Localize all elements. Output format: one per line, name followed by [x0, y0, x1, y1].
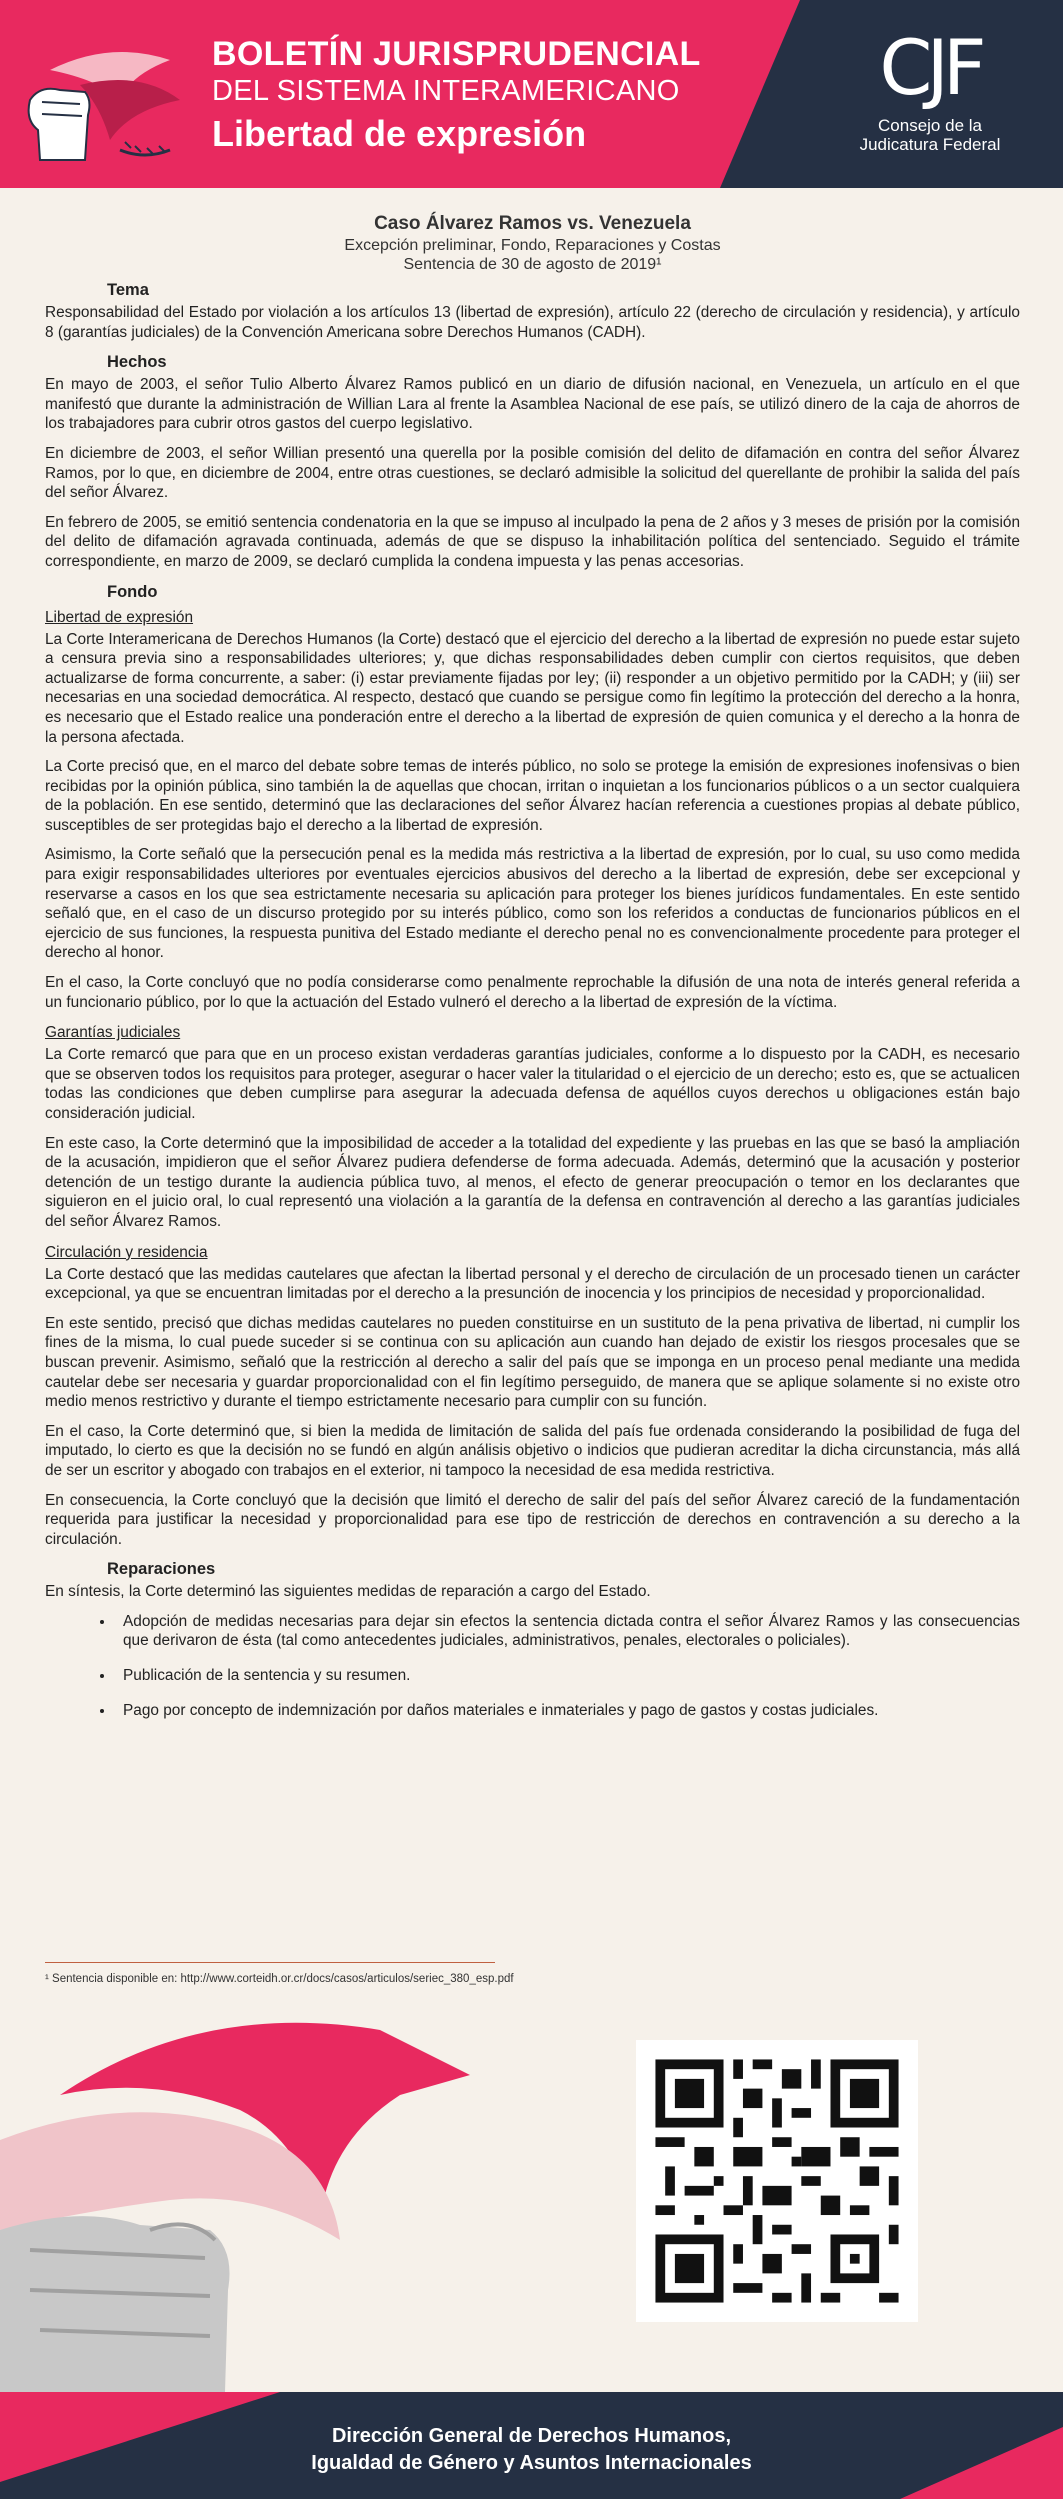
bulletin-title: BOLETÍN JURISPRUDENCIAL [212, 35, 701, 73]
fondo-paragraph: La Corte remarcó que para que en un proceso existan verdaderas garantías judiciales, conforme a lo dispuesto por la CADH, es necesario que se observen todos los requisitos para proteger, asegurar o hacer valer la titularidad o el ejercicio de un derecho; esto es, que se actualicen todas las condiciones que deben cumplirse para asegurar la adecuada defensa de aquéllos cuyos derechos u obligaciones están bajo consideración judicial. [45, 1046, 1020, 1122]
fondo-paragraph: En este sentido, precisó que dichas medidas cautelares no pueden constituirse en un sustituto de la pena privativa de libertad, ni cumplir los fines de la misma, lo cual puede suceder si se continua con su aplicación aun cuando han dejado de existir los riesgos procesales que se buscan prevenir. Asimismo, señaló que la restricción al derecho a salir del país que se imponga en un proceso penal mediante una medida cautelar debe ser necesaria y guardar proporcionalidad con el fin legítimo perseguido, de manera que se aplique solamente si no existe otro medio menos restrictivo y durante el tiempo estrictamente necesario para cumplir con su función. [45, 1314, 1020, 1411]
footnote-divider [45, 1962, 495, 1963]
raised-fist-dove-icon [10, 30, 210, 180]
bulletin-subtitle: DEL SISTEMA INTERAMERICANO [212, 75, 680, 107]
footnote: ¹ Sentencia disponible en: http://www.corteidh.or.cr/docs/casos/articulos/seriec_380_esp.pdf [45, 1973, 514, 1985]
section-heading-tema: Tema [107, 281, 149, 299]
fondo-paragraph: La Corte Interamericana de Derechos Humanos (la Corte) destacó que el ejercicio del derecho a la libertad de expresión no puede estar sujeto a censura previa sino a responsabilidades ulteriores; y, que dichas responsabilidades deben cumplir con ciertos requisitos, que deben actualizarse de forma concurrente, a saber: (i) estar previamente fijadas por ley; (ii) responder a un objetivo permitido por la CADH; y (iii) ser necesarias en una sociedad democrática. Al respecto, destacó que cuando se persigue como fin legítimo la protección del derecho a la honra, es necesario que el Estado realice una ponderación entre el derecho a la libertad de expresión de quien comunica y el derecho a la honra de la persona afectada. [45, 630, 1020, 746]
list-item: • Adopción de medidas necesarias para dejar sin efectos la sentencia dictada contra el señor Álvarez Ramos y las consecuencias que derivaron de ésta (tal como antecedentes judiciales, administrativos, penales, electorales o policiales). [115, 1612, 1020, 1651]
bottom-fist-dove-illustration [0, 2000, 600, 2392]
list-item: • Pago por concepto de indemnización por daños materiales e inmateriales y pago de gastos y costas judiciales. [115, 1701, 1020, 1721]
footer-line1: Dirección General de Derechos Humanos, [331, 2425, 732, 2447]
header-title-block [212, 34, 701, 160]
reparaciones-intro: En síntesis, la Corte determinó las siguientes medidas de reparación a cargo del Estado. [45, 1583, 651, 1601]
fondo-paragraph: La Corte precisó que, en el marco del debate sobre temas de interés público, no solo se protege la emisión de expresiones inofensivas o bien recibidas por la opinión pública, sino también la de aquellas que chocan, irritan o inquietan a los funcionarios públicos o a un sector cualquiera de la población. En ese sentido, determinó que las declaraciones del señor Álvarez hacían referencia a cuestiones propias al debate público, susceptibles de ser protegidas bajo el derecho a la libertad de expresión. [45, 758, 1020, 834]
header-banner [0, 0, 1063, 188]
section-heading-hechos: Hechos [107, 353, 167, 372]
reparaciones-list [45, 1612, 1020, 1720]
fondo-paragraph: En el caso, la Corte concluyó que no podía considerarse como penalmente reprochable la difusión de una nota de interés general referida a un funcionario público, por lo que la actuación del Estado vulneró el derecho a la libertad de expresión de la víctima. [45, 974, 1020, 1011]
section-heading-fondo: Fondo [107, 582, 158, 601]
hechos-paragraph: En febrero de 2005, se emitió sentencia condenatoria en la que se impuso al inculpado la pena de 2 años y 3 meses de prisión por la comisión del delito de difamación agravada continuada, además de que se dispuso la inhabilitación política del sentenciado. Seguido el trámite correspondiente, en marzo de 2009, se declaró cumplida la condena impuesta y las penas accesorias. [45, 513, 1020, 570]
org-name-line2: Judicatura Federal [859, 135, 1001, 154]
tema-text: Responsabilidad del Estado por violación a los artículos 13 (libertad de expresión), artículo 22 (derecho de circulación y residencia), y artículo 8 (garantías judiciales) de la Convención Americana sobre Derechos Humanos (CADH). [45, 304, 1020, 341]
footer-text [0, 2423, 1063, 2477]
org-name-line1: Consejo de la [878, 116, 982, 135]
bulletin-topic: Libertad de expresión [212, 113, 587, 154]
fondo-paragraph: En el caso, la Corte determinó que, si bien la medida de limitación de salida del país fue ordenada considerando la posibilidad de fuga del imputado, lo cierto es que la decisión no se fundó en algún análisis objetivo o indicios que pudieran acreditar la dicha circunstancia, más allá de ser un escritor y abogado con trabajos en el exterior, ni tampoco la necesidad de esa medida restrictiva. [45, 1422, 1020, 1479]
qr-code[interactable] [636, 2040, 918, 2322]
cjf-logo [830, 20, 1030, 170]
hechos-paragraph: En diciembre de 2003, el señor Willian presentó una querella por la posible comisión del delito de difamación en contra del señor Álvarez Ramos, por lo que, en diciembre de 2004, entre otras cuestiones, se declaró admisible la solicitud del querellante de prohibir la salida del país del señor Álvarez. [45, 444, 1020, 502]
bulletin-content [45, 212, 1020, 1735]
footer-line2: Igualdad de Género y Asuntos Internacionales [311, 2452, 752, 2474]
subheading-garantias: Garantías judiciales [45, 1024, 181, 1042]
section-heading-reparaciones: Reparaciones [107, 1560, 216, 1579]
fondo-paragraph: Asimismo, la Corte señaló que la persecución penal es la medida más restrictiva a la libertad de expresión, por lo cual, su uso como medida para exigir responsabilidades ulteriores por eventuales ejercicios abusivos del derecho a la libertad de expresión, debe ser excepcional y reservarse a casos en los que sea estrictamente necesaria su aplicación para proteger los bienes jurídicos fundamentales. En este sentido señaló que, en el caso de un discurso protegido por su interés público, como son los referidos a conductas de funcionarios públicos en el ejercicio de sus funciones, la respuesta punitiva del Estado mediante el derecho penal no es convencionalmente procedente para proteger el derecho al honor. [45, 846, 1020, 962]
cjf-logo-mark: CJF [879, 23, 981, 112]
case-date: Sentencia de 30 de agosto de 2019¹ [403, 256, 662, 273]
fondo-paragraph: En este caso, la Corte determinó que la imposibilidad de acceder a la totalidad del expediente y las pruebas en las que se basó la ampliación de la acusación, impidieron que el señor Álvarez pudiera defenderse de forma adecuada. Además, determinó que la acusación y posterior detención de un testigo durante la audiencia pública tuvo, al menos, el efecto de generar preocupación o temor en los declarantes que siguieron en el juicio oral, lo cual representó una violación a la garantía de la defensa en contravención al derecho a las garantías judiciales del señor Álvarez Ramos. [45, 1134, 1020, 1230]
fondo-paragraph: En consecuencia, la Corte concluyó que la decisión que limitó el derecho de salir del país del señor Álvarez careció de la fundamentación requerida para justificar la necesidad y proporcionalidad para ese tipo de restricción de derechos en contravención a su derecho a la circulación. [45, 1491, 1020, 1548]
footer-banner [0, 2392, 1063, 2499]
subheading-circulacion: Circulación y residencia [45, 1243, 208, 1261]
hechos-paragraph: En mayo de 2003, el señor Tulio Alberto Álvarez Ramos publicó en un diario de difusión nacional, en Venezuela, un artículo en el que manifestó que durante la administración de Willian Lara al frente la Asamblea Nacional de ese país, se utilizó dinero de la caja de ahorros de los trabajadores para cubrir otros gastos del cuerpo legislativo. [45, 376, 1020, 433]
list-item: • Publicación de la sentencia y su resumen. [115, 1666, 1020, 1686]
fondo-paragraph: La Corte destacó que las medidas cautelares que afectan la libertad personal y el derecho de circulación de un procesado tienen un carácter excepcional, ya que se encuentran limitadas por el derecho a la presunción de inocencia y los principios de necesidad y proporcionalidad. [45, 1265, 1020, 1303]
case-title: Caso Álvarez Ramos vs. Venezuela [374, 213, 691, 234]
case-subtitle: Excepción preliminar, Fondo, Reparaciones y Costas [344, 237, 721, 254]
subheading-libertad: Libertad de expresión [45, 608, 194, 626]
